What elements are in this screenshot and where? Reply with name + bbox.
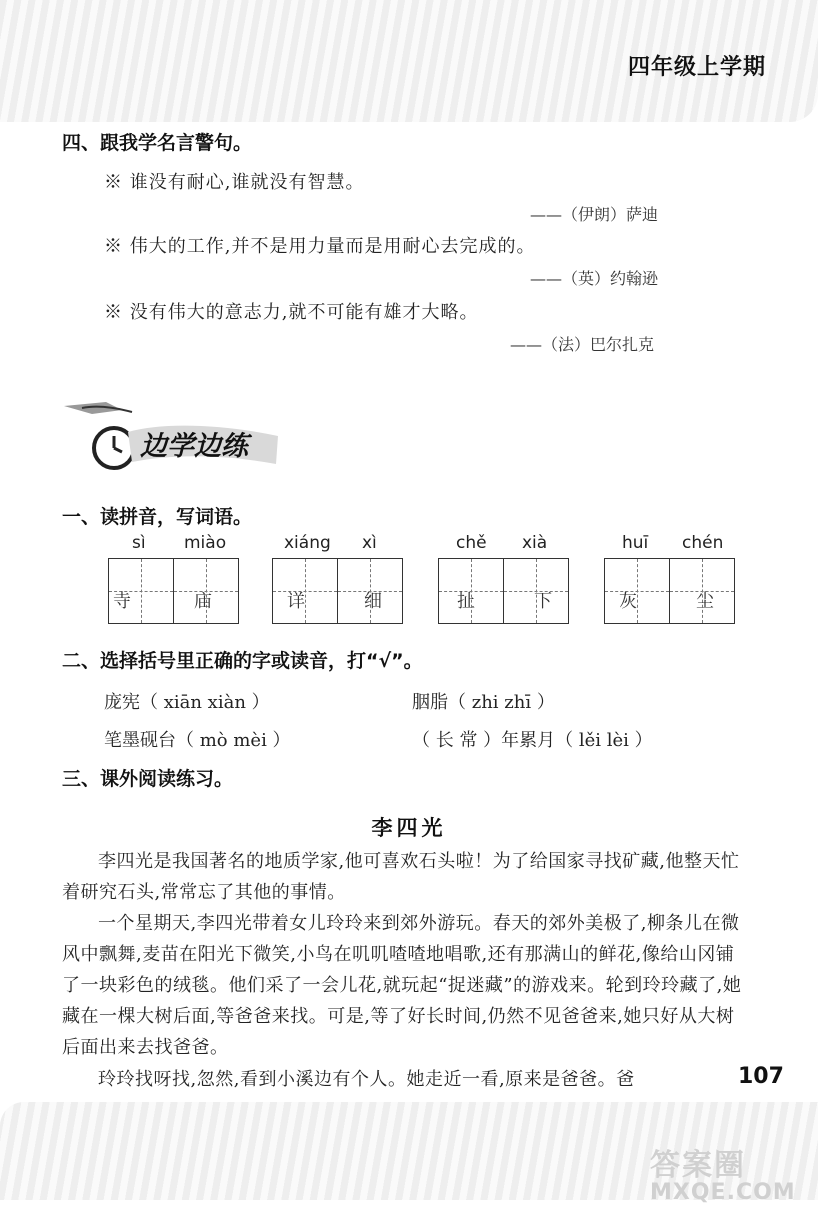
- quote-1: ※ 谁没有耐心,谁就没有智慧。: [104, 172, 365, 193]
- article-paragraph-2: 一个星期天,李四光带着女儿玲玲来到郊外游玩。春天的郊外美极了,柳条儿在微风中飘舞,麦苗在阳光下微笑,小鸟在叽叽喳喳地唱歌,还有那满山的鲜花,像给山冈铺了一块彩色的绒毯。他们采了一会儿花,就玩起“捉迷藏”的游戏来。轮到玲玲藏了,她藏在一棵大树后面,等爸爸来找。可是,等了好长时间,仍然不见爸爸来,她只好从大树后面出来去找爸爸。: [62, 913, 742, 1058]
- quote-3-author: ——（法）巴尔扎克: [510, 335, 655, 354]
- quote-3: ※ 没有伟大的意志力,就不可能有雄才大略。: [104, 302, 479, 323]
- grid-cell[interactable]: [503, 559, 568, 623]
- grid-cell[interactable]: [173, 559, 238, 623]
- grid-cell[interactable]: [669, 559, 734, 623]
- page-number: 107: [738, 1064, 784, 1089]
- watermark-line-1: 答案圈: [650, 1148, 746, 1183]
- answer-char: 庙: [194, 591, 212, 612]
- answer-char: 下: [534, 591, 552, 612]
- answer-grid-4[interactable]: [604, 558, 735, 624]
- answer-char: 寺: [113, 591, 131, 612]
- answer-char: 扯: [457, 591, 475, 612]
- watermark-logo: [650, 1140, 796, 1205]
- grid-cell[interactable]: [273, 559, 337, 623]
- pinyin-2a: xiáng: [284, 533, 331, 553]
- grade-label: 四年级上学期: [627, 55, 766, 80]
- watermark-line-2: MXQE.COM: [650, 1180, 796, 1205]
- answer-grid-2[interactable]: [272, 558, 403, 624]
- exercise1-title: 一、读拼音，写词语。: [62, 506, 253, 528]
- pinyin-4b: chén: [682, 533, 724, 553]
- quote-2-author: ——（英）约翰逊: [530, 269, 659, 288]
- exercise2-title: 二、选择括号里正确的字或读音，打“√”。: [62, 650, 423, 672]
- section4-title: 四、跟我学名言警句。: [62, 132, 253, 154]
- quote-2: ※ 伟大的工作,并不是用力量而是用耐心去完成的。: [104, 236, 536, 257]
- article-title: 李四光: [371, 816, 447, 840]
- exercise3-title: 三、课外阅读练习。: [62, 768, 234, 790]
- choice-item-4[interactable]: （ 长 常 ）年累月（ lěi lèi ）: [412, 730, 653, 751]
- answer-char: 尘: [696, 591, 714, 612]
- pinyin-1b: miào: [184, 533, 227, 553]
- answer-grid-1[interactable]: [108, 558, 239, 624]
- choice-item-3[interactable]: 笔墨砚台（ mò mèi ）: [104, 730, 291, 751]
- answer-char: 细: [364, 591, 382, 612]
- pinyin-3a: chě: [456, 533, 487, 553]
- answer-char: 灰: [619, 591, 637, 612]
- grid-cell[interactable]: [439, 559, 503, 623]
- article-paragraph-1: 李四光是我国著名的地质学家,他可喜欢石头啦！为了给国家寻找矿藏,他整天忙着研究石头,常常忘了其他的事情。: [62, 851, 740, 903]
- grid-cell[interactable]: [109, 559, 173, 623]
- grid-cell[interactable]: [605, 559, 669, 623]
- choice-item-2[interactable]: 胭脂（ zhi zhī ）: [412, 692, 555, 713]
- pinyin-3b: xià: [522, 533, 548, 553]
- answer-grid-3[interactable]: [438, 558, 569, 624]
- pinyin-4a: huī: [622, 533, 649, 553]
- choice-item-1[interactable]: 庞宪（ xiān xiàn ）: [104, 692, 270, 713]
- banner-title: 边学边练: [140, 431, 248, 462]
- grid-cell[interactable]: [337, 559, 402, 623]
- answer-char: 详: [287, 591, 305, 612]
- pinyin-2b: xì: [362, 533, 377, 553]
- quote-1-author: ——（伊朗）萨迪: [530, 205, 659, 224]
- header-band: [0, 0, 818, 122]
- article-paragraph-3: 玲玲找呀找,忽然,看到小溪边有个人。她走近一看,原来是爸爸。爸: [98, 1069, 635, 1090]
- pinyin-1a: sì: [132, 533, 146, 553]
